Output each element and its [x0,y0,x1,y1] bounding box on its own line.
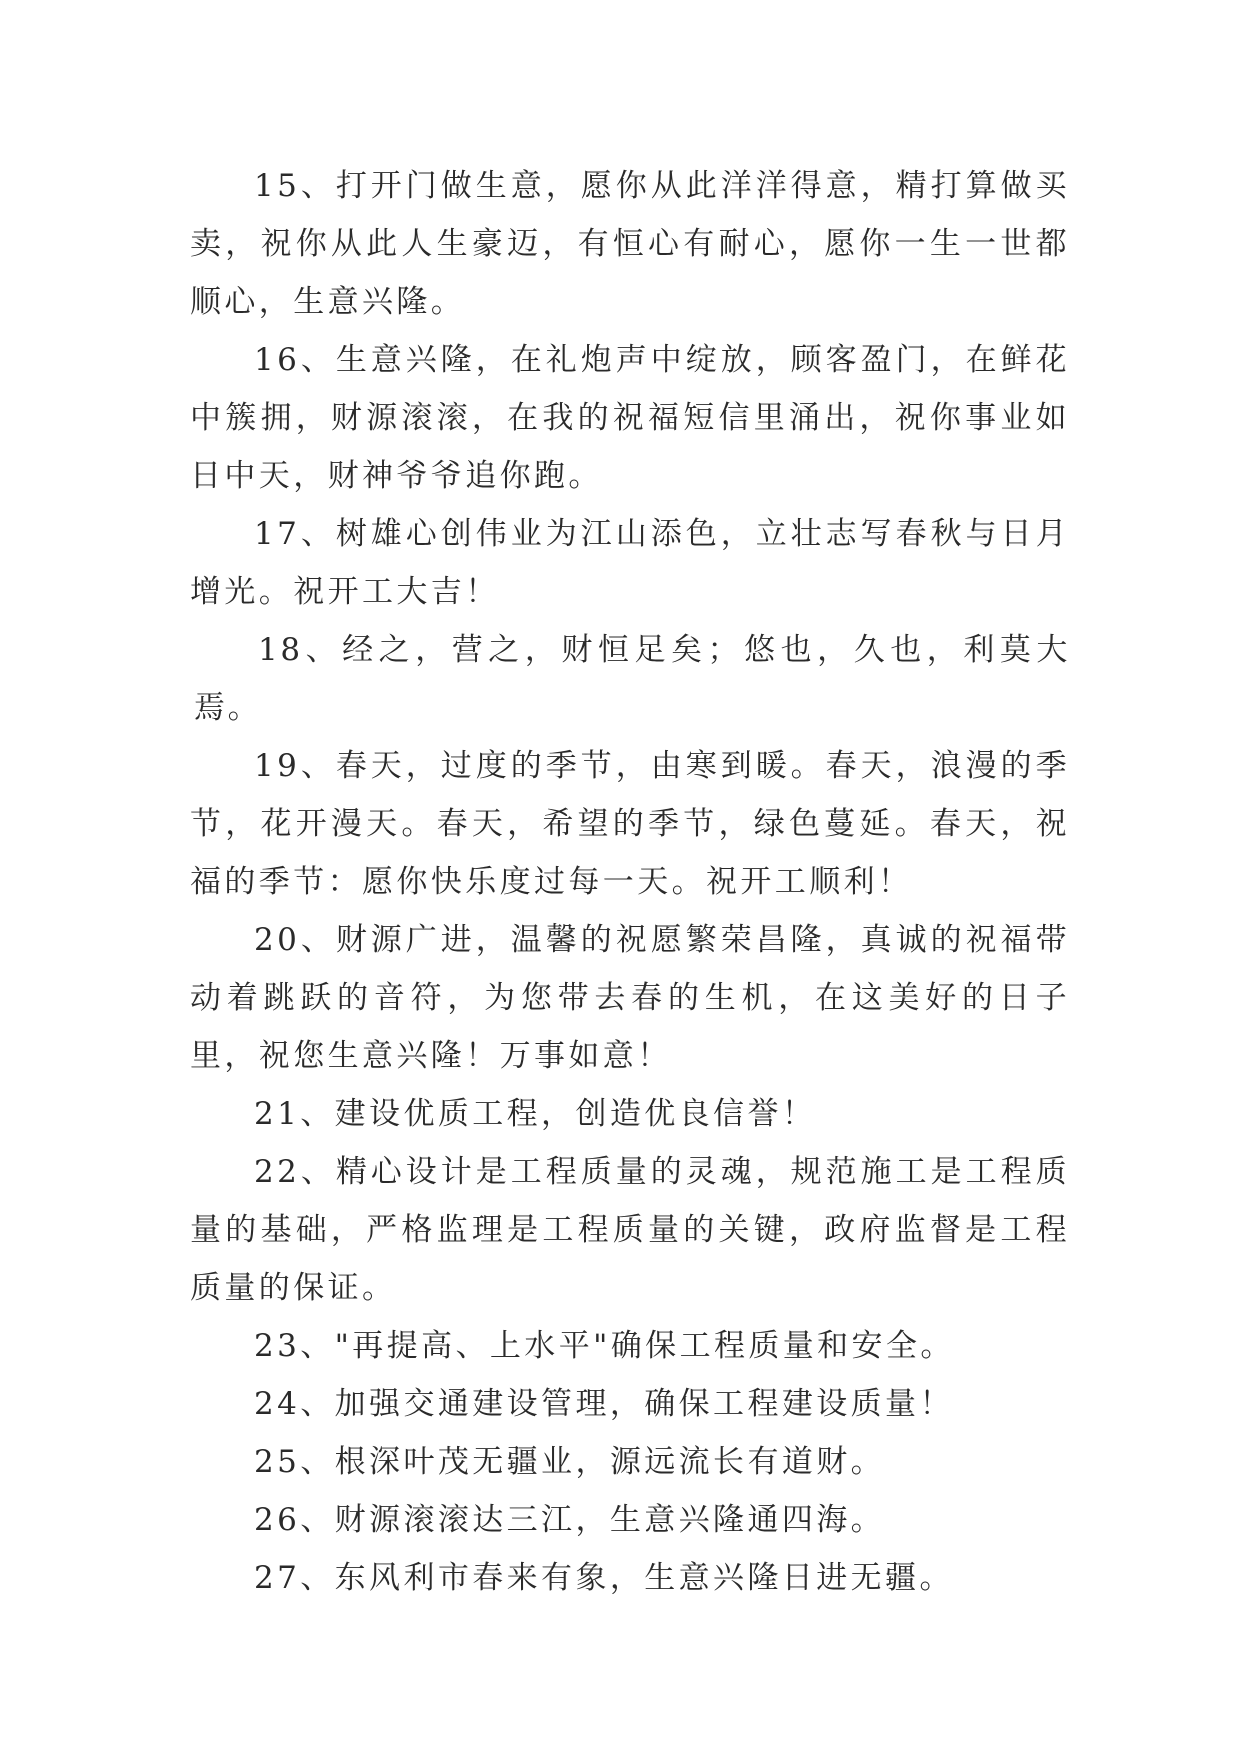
paragraph-16: 16、生意兴隆，在礼炮声中绽放，顾客盈门，在鲜花中簇拥，财源滚滚，在我的祝福短信里涌出，祝你事业如日中天，财神爷爷追你跑。 [190,342,1070,494]
paragraph-25: 25、根深叶茂无疆业，源远流长有道财。 [254,1444,886,1480]
paragraph-27: 27、东风利市春来有象，生意兴隆日进无疆。 [254,1560,954,1596]
paragraph-17: 17、树雄心创伟业为江山添色，立壮志写春秋与日月增光。祝开工大吉！ [190,516,1070,610]
paragraph-21: 21、建设优质工程，创造优良信誉！ [254,1096,817,1132]
paragraph-24: 24、加强交通建设管理，确保工程建设质量！ [254,1386,954,1422]
paragraph-22: 22、精心设计是工程质量的灵魂，规范施工是工程质量的基础，严格监理是工程质量的关键，政府监督是工程质量的保证。 [190,1154,1070,1306]
paragraph-15: 15、打开门做生意，愿你从此洋洋得意，精打算做买卖，祝你从此人生豪迈，有恒心有耐心，愿你一生一世都顺心，生意兴隆。 [190,168,1070,320]
document-body [190,157,1070,1607]
paragraph-20: 20、财源广进，温馨的祝愿繁荣昌隆，真诚的祝福带动着跳跃的音符，为您带去春的生机，在这美好的日子里，祝您生意兴隆！万事如意！ [190,922,1070,1074]
paragraph-19: 19、春天，过度的季节，由寒到暖。春天，浪漫的季节，花开漫天。春天，希望的季节，绿色蔓延。春天，祝福的季节：愿你快乐度过每一天。祝开工顺利！ [190,748,1070,900]
paragraph-18: 18、经之，营之，财恒足矣；悠也，久也，利莫大焉。 [194,632,1070,726]
paragraph-23: 23、"再提高、上水平"确保工程质量和安全。 [254,1328,955,1364]
paragraph-26: 26、财源滚滚达三江，生意兴隆通四海。 [254,1502,886,1538]
